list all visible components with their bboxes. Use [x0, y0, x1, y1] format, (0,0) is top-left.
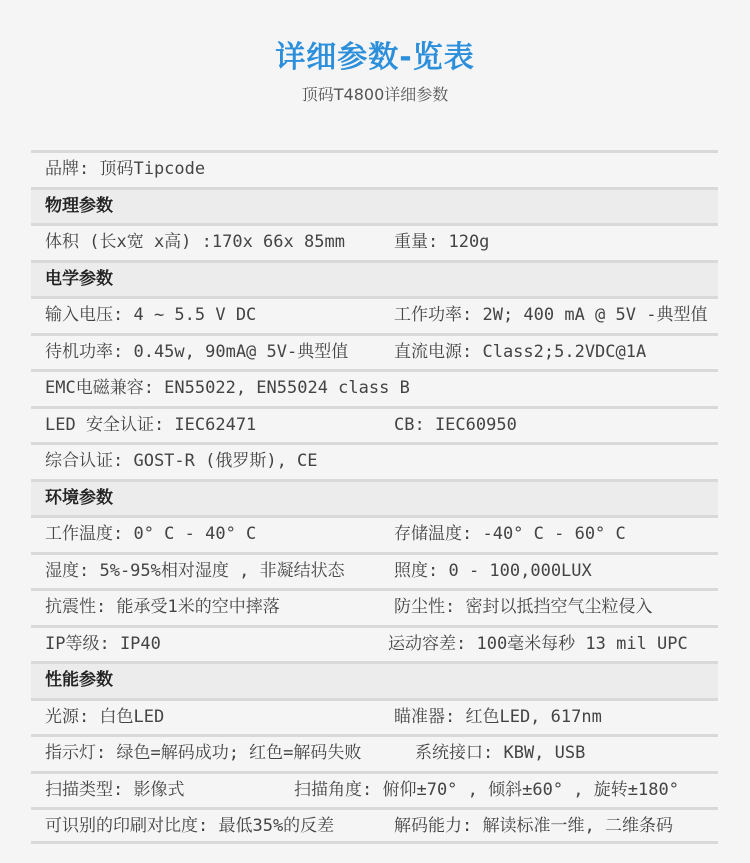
- spec-input-voltage: 输入电压: 4 ~ 5.5 V DC: [45, 305, 257, 325]
- spec-decode-capability: 解码能力: 解读标准一维, 二维条码: [394, 816, 673, 836]
- spec-table: [31, 150, 718, 844]
- page-title: 详细参数-览表: [275, 40, 475, 75]
- page-header: [0, 38, 750, 106]
- spec-shock: 抗震性: 能承受1米的空中摔落: [45, 597, 280, 617]
- spec-row-standby-dc: [31, 333, 718, 370]
- spec-weight: 重量: 120g: [394, 232, 490, 252]
- spec-dc-power: 直流电源: Class2;5.2VDC@1A: [394, 341, 647, 362]
- page-subtitle: 顶码T4800详细参数: [301, 85, 449, 104]
- spec-row-contrast-decode: [31, 807, 718, 844]
- section-title-physical: 物理参数: [45, 195, 113, 216]
- spec-print-contrast: 可识别的印刷对比度: 最低35%的反差: [45, 816, 335, 836]
- spec-row-light-aimer: [31, 698, 718, 735]
- spec-standby-power: 待机功率: 0.45w, 90mA@ 5V-典型值: [45, 341, 349, 362]
- section-physical: [31, 187, 718, 224]
- spec-dimensions: 体积 (长x宽 x高) :170x 66x 85mm: [45, 232, 345, 252]
- section-performance: [31, 661, 718, 698]
- spec-led-safety: LED 安全认证: IEC62471: [45, 414, 257, 435]
- spec-humidity: 湿度: 5%-95%相对湿度 , 非凝结状态: [45, 560, 345, 581]
- spec-motion-tolerance: 运动容差: 100毫米每秒 13 mil UPC: [388, 633, 688, 654]
- spec-row-voltage-power: [31, 296, 718, 333]
- section-title-environment: 环境参数: [45, 487, 113, 508]
- spec-brand: 品牌: 顶码Tipcode: [45, 159, 206, 179]
- spec-aimer: 瞄准器: 红色LED, 617nm: [394, 706, 602, 727]
- section-title-electrical: 电学参数: [45, 268, 113, 289]
- spec-operating-power: 工作功率: 2W; 400 mA @ 5V -典型值: [394, 305, 708, 325]
- spec-row-indicator-interface: [31, 734, 718, 771]
- spec-row-led-cb: [31, 406, 718, 443]
- spec-storage-temp: 存储温度: -40° C - 60° C: [394, 524, 626, 544]
- spec-scan-angle: 扫描角度: 俯仰±70° , 倾斜±60° , 旋转±180°: [294, 779, 679, 800]
- spec-scan-type: 扫描类型: 影像式: [45, 779, 185, 800]
- spec-row-scan: [31, 771, 718, 808]
- spec-row-certification: [31, 442, 718, 479]
- spec-interface: 系统接口: KBW, USB: [415, 743, 586, 763]
- spec-row-temperature: [31, 515, 718, 552]
- section-title-performance: 性能参数: [45, 670, 113, 690]
- spec-ip-rating: IP等级: IP40: [45, 633, 161, 654]
- spec-dust: 防尘性: 密封以抵挡空气尘粒侵入: [394, 597, 653, 617]
- spec-emc: EMC电磁兼容: EN55022, EN55024 class B: [45, 378, 410, 398]
- spec-light-source: 光源: 白色LED: [45, 706, 165, 727]
- spec-row-shock-dust: [31, 588, 718, 625]
- spec-row-ip-motion: [31, 625, 718, 662]
- spec-illumination: 照度: 0 - 100,000LUX: [394, 560, 592, 581]
- spec-operating-temp: 工作温度: 0° C - 40° C: [45, 524, 257, 544]
- spec-cb: CB: IEC60950: [394, 414, 517, 435]
- spec-indicator: 指示灯: 绿色=解码成功; 红色=解码失败: [45, 743, 362, 763]
- spec-row-size-weight: [31, 223, 718, 260]
- spec-certification: 综合认证: GOST-R (俄罗斯), CE: [45, 451, 318, 471]
- section-electrical: [31, 260, 718, 297]
- spec-row-brand: [31, 150, 718, 187]
- section-environment: [31, 479, 718, 516]
- spec-row-emc: [31, 369, 718, 406]
- spec-row-humidity-light: [31, 552, 718, 589]
